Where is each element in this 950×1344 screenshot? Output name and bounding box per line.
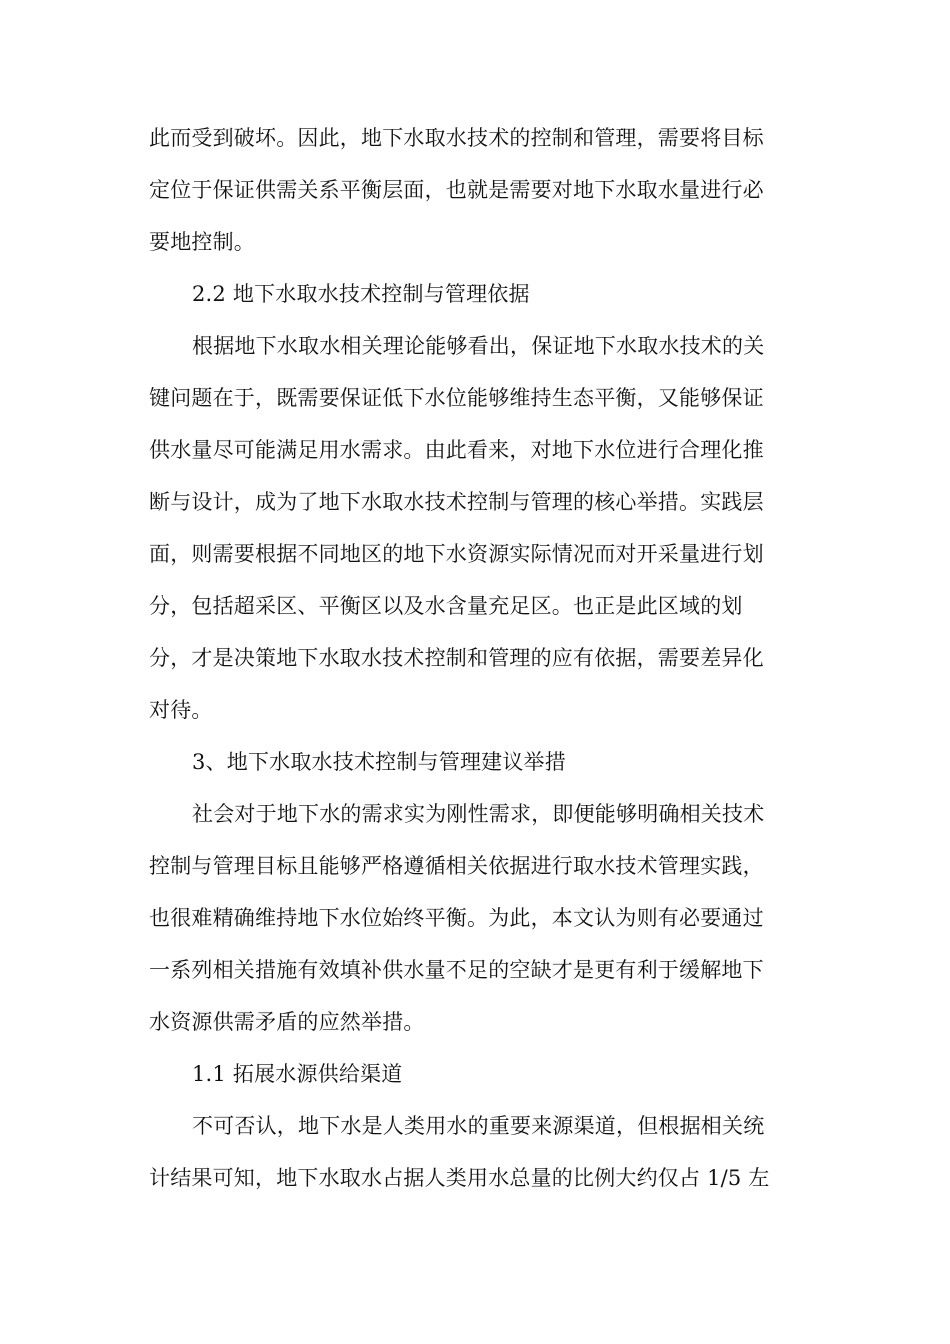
- text-line: 一系列相关措施有效填补供水量不足的空缺才是更有利于缓解地下: [149, 958, 764, 982]
- paragraph-start: 不可否认，地下水是人类用水的重要来源渠道，但根据相关统: [192, 1114, 765, 1138]
- text-line: 也很难精确维持地下水位始终平衡。为此，本文认为则有必要通过: [149, 906, 764, 930]
- text-line: 控制与管理目标且能够严格遵循相关依据进行取水技术管理实践，: [149, 854, 764, 878]
- section-heading: 3、地下水取水技术控制与管理建议举措: [192, 750, 566, 774]
- text-line: 定位于保证供需关系平衡层面，也就是需要对地下水取水量进行必: [149, 178, 764, 202]
- text-line: 供水量尽可能满足用水需求。由此看来，对地下水位进行合理化推: [149, 438, 764, 462]
- section-heading: 1.1 拓展水源供给渠道: [192, 1062, 403, 1086]
- text-line: 分，才是决策地下水取水技术控制和管理的应有依据，需要差异化: [149, 646, 764, 670]
- text-line: 此而受到破坏。因此，地下水取水技术的控制和管理，需要将目标: [149, 126, 764, 150]
- text-line: 断与设计，成为了地下水取水技术控制与管理的核心举措。实践层: [149, 490, 764, 514]
- text-line: 计结果可知，地下水取水占据人类用水总量的比例大约仅占 1/5 左: [149, 1166, 770, 1190]
- text-line: 分，包括超采区、平衡区以及水含量充足区。也正是此区域的划: [149, 594, 743, 618]
- text-line: 水资源供需矛盾的应然举措。: [149, 1010, 425, 1034]
- text-line: 面，则需要根据不同地区的地下水资源实际情况而对开采量进行划: [149, 542, 764, 566]
- text-line: 要地控制。: [149, 230, 255, 254]
- text-line: 键问题在于，既需要保证低下水位能够维持生态平衡，又能够保证: [149, 386, 764, 410]
- text-line: 对待。: [149, 698, 213, 722]
- paragraph-start: 社会对于地下水的需求实为刚性需求，即便能够明确相关技术: [192, 802, 765, 826]
- section-heading: 2.2 地下水取水技术控制与管理依据: [192, 282, 530, 306]
- paragraph-start: 根据地下水取水相关理论能够看出，保证地下水取水技术的关: [192, 334, 765, 358]
